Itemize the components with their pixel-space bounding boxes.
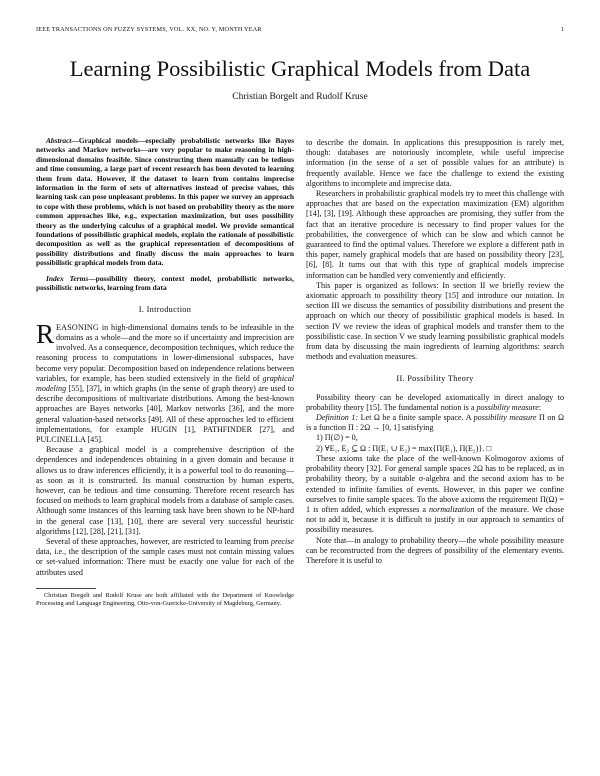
intro-p3-start: Several of these approaches, however, are restricted to learning from [46, 536, 271, 546]
first-word-rest: EASONING [56, 322, 99, 332]
intro-paragraph-2: Because a graphical model is a comprehensive description of the dependences and independences obtaining in a given domain and because it allows us to draw inferences efficiently, it is a powerful tool to do reasoning—as soon as it is constructed. Its manual construction by human experts, however, can be tedious and time consuming. Therefore recent research has focused on methods to learn graphical models from a database of sample cases. Although some instances of this learning task have been shown to be NP-hard in the general case [13], [10], there are several very successful heuristic algorithms [12], [28], [21], [31]. [36, 445, 294, 536]
possibility-paragraph-1 [306, 393, 564, 413]
p5-end: of the measure. We chose not to add it, because it is difficult to justify in our approach to semantics of possibility measures. [306, 504, 564, 535]
index-terms-label: Index Terms [46, 273, 89, 283]
abstract-text: Graphical models—especially probabilistic networks like Bayes networks and Markov networks—are very popular to make reasoning in high-dimensional domains feasible. Since constructing them manually can be tedious and time consuming, a large part of recent research has been devoted to learning them from data. However, if the dataset to learn from contains imprecise information in the form of sets of alternatives instead of precise values, this learning task can pose unpleasant problems. In this paper we survey an approach to cope with these problems, which is not based on probability theory as the more common approaches like, e.g., expectation maximization, but uses possibility theory as the underlying calculus of a graphical model. We provide semantical foundations of possibilistic graphical models, explain the rationale of possibilistic decomposition as well as the graphical representation of decompositions of possibility distributions and finally discuss the main approaches to learn possibilistic graphical models from data. [36, 136, 294, 268]
right-paragraph-3: This paper is organized as follows: In section II we briefly review the axiomatic approach to possibility theory [15] and introduce our notation. In section III we discuss the semantics of possibility distributions and present the approach on which our theory of possibilistic graphical models is based. In section IV we review the ideas of graphical models and transfer them to the possibilistic case. In section V we study learning possibilistic graphical models from data by discussing the main ingredients of learning algorithms: search methods and evaluation measures. [306, 280, 564, 362]
axiom-1: 1) Π(∅) = 0, [316, 433, 358, 443]
right-paragraph-1: to describe the domain. In applications this presupposition is rarely met, though: databases are notoriously incomplete, while useful imprecise information (in the sense of a set of possible values for an attribute) is frequently available. Hence we face the challenge to extend the existing algorithms to incomplete and imprecise data. [306, 138, 564, 188]
p5-emphasis: normalization [428, 504, 475, 514]
definition-text-end: Π on Ω is a function Π : 2Ω → [0, 1] satisfying [306, 413, 564, 433]
intro-p1-text: in high-dimensional domains tends to be infeasible in the domains as a whole—and the more so if uncertainty and imprecision are involved. As a consequence, decomposition techniques, which reduce the reasoning process to computations in lower-dimensional subspaces, have become very popular. Decomposition based on independence relations between variables, for example, has been studied extensively in the field of [36, 322, 294, 383]
p4-start: Possibility theory can be developed axiomatically in direct analogy to probability theory [15]. The fundamental notion is a [306, 392, 564, 412]
axiom-2: 2) ∀E₁, E₂ ⊆ Ω : Π(E₁ ∪ E₂) = max{Π(E₁), Π(E₂)}. □ [316, 443, 492, 453]
section-heading-introduction: I. Introduction [138, 304, 192, 314]
intro-p3-end: data, i.e., the description of the sample cases must not contain missing values or set-valued information: There must be exactly one value for each of the attributes used [36, 547, 294, 577]
index-terms-text: —possibility theory, context model, probabilistic networks, possibilistic networks, learning from data [36, 273, 294, 293]
dropcap-letter: R [36, 318, 55, 349]
section-heading-possibility-theory: II. Possibility Theory [396, 374, 474, 384]
paper-title: Learning Possibilistic Graphical Models from Data [69, 56, 531, 81]
running-head [36, 26, 564, 33]
p4-emphasis: possibility measure [476, 402, 539, 412]
intro-p1-emphasis: graphical modeling [36, 373, 294, 393]
intro-paragraph-3 [36, 537, 294, 578]
abstract-label: Abstract— [46, 136, 79, 145]
p4-end: : [538, 402, 542, 412]
intro-p3-emphasis: precise [270, 536, 294, 546]
right-paragraph-2: Researchers in probabilistic graphical models try to meet this challenge with approaches that are based on the expectation maximization (EM) algorithm [14], [3], [19]. Although these approaches are promising, they suffer from the fact that an iterative procedure is necessary to find proper values for the probabilities, the convergence of which can be slow and which cannot be guaranteed to find the optimal values. Therefore we explore a different path in this paper, namely graphical models that are based on possibility theory [23], [6], [8]. It turns out that with this type of graphical models imprecise information can be handled very conveniently and efficiently. [306, 189, 564, 280]
abstract [36, 136, 294, 268]
journal-header: IEEE TRANSACTIONS ON FUZZY SYSTEMS, VOL. XX, NO. Y, MONTH YEAR [36, 26, 262, 33]
intro-paragraph-1 [36, 318, 294, 445]
definition-text-start: Let Ω be a finite sample space. A [358, 413, 474, 423]
left-column [36, 136, 294, 608]
footnote-divider [36, 588, 96, 589]
author-footnote: Christian Borgelt and Rudolf Kruse are both affiliated with the Department of Knowledge Processing and Language Engineering, Otto-von-Guericke-University of Magdeburg, Germany. [36, 591, 294, 607]
intro-p1-tail: [55], [37], in which graphs (in the sense of graph theory) are used to describe decompositions of multivariate distributions. Among the best-known approaches are Bayes networks [40], Markov networks [36], and the more general valuation-based networks [49]. All of these approaches led to efficient implementations, for example HUGIN [1], PATHFINDER [27], and PULCINELLA [45]. [36, 383, 294, 444]
p5-start: These axioms take the place of the well-known Kolmogorov axioms of probability theory [32]. For general sample spaces 2Ω has to be replaced, as in probability theory, by a suitable σ-algebra and the second axiom has to be extended to infinite families of events. However, in this paper we confine ourselves to finite sample spaces. To the above axioms the requirement Π(Ω) = 1 is often added, which expresses a [306, 453, 564, 514]
page-number: 1 [560, 26, 564, 33]
definition-label: Definition 1: [316, 413, 359, 423]
possibility-paragraph-2 [306, 454, 564, 536]
definition-1 [306, 413, 564, 433]
definition-axioms [306, 433, 564, 453]
definition-emphasis: possibility measure [473, 413, 537, 423]
possibility-paragraph-3: Note that—in analogy to probability theory—the whole possibility measure can be reconstructed from the degrees of possibility of the elementary events. Therefore it is useful to [306, 535, 564, 565]
index-terms [36, 274, 294, 293]
paper-authors: Christian Borgelt and Rudolf Kruse [232, 92, 368, 102]
right-column [306, 138, 564, 566]
